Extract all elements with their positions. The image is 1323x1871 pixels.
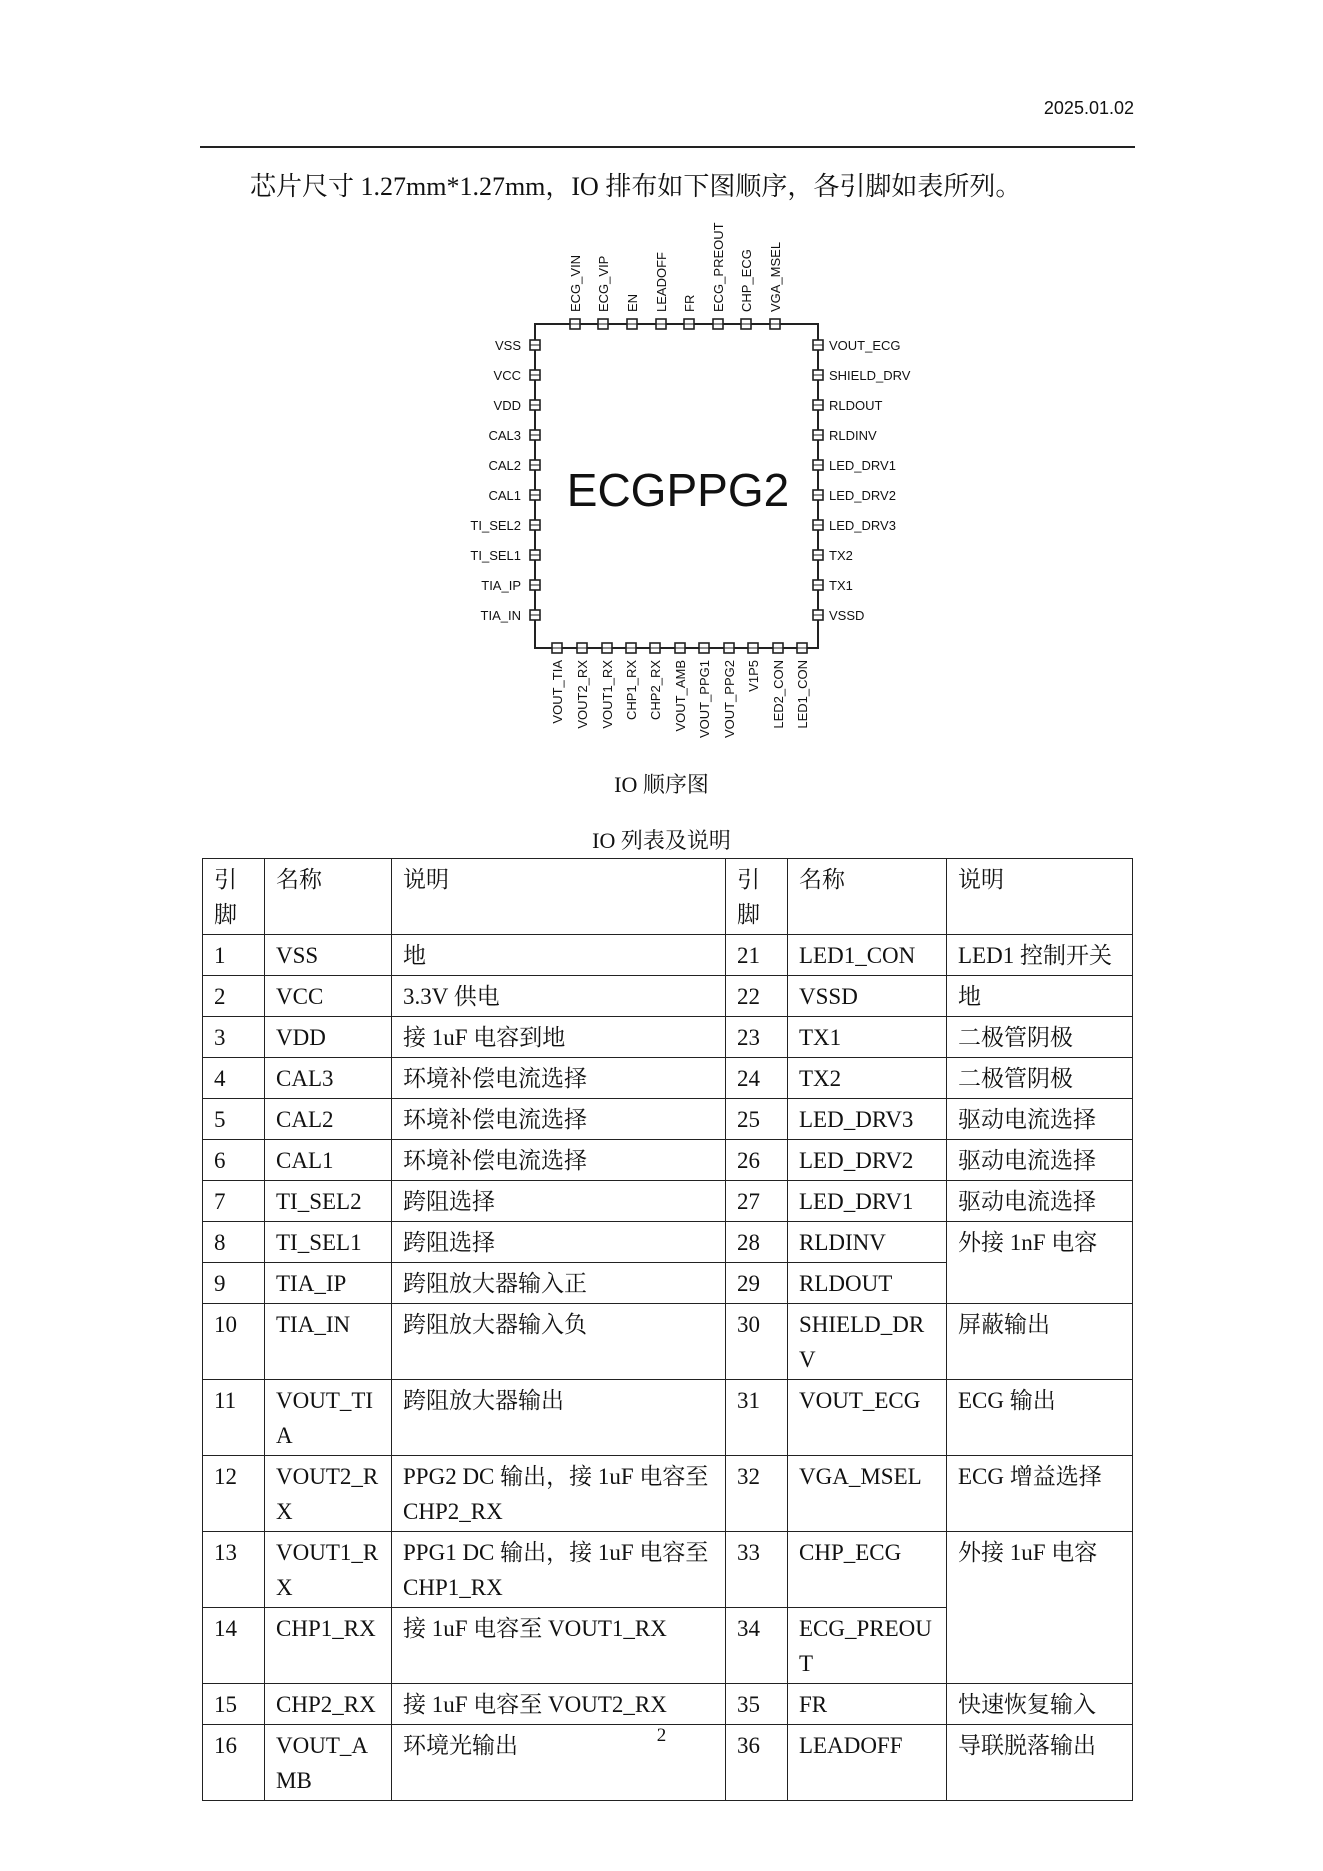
pin-number-cell: 22 [726,976,788,1017]
pin-label-left: CAL2 [488,458,521,473]
pin-number-cell: 15 [203,1684,265,1725]
pin-name-cell: VOUT2_RX [265,1456,392,1532]
pin-number-cell: 5 [203,1099,265,1140]
pin-name-cell: CAL3 [265,1058,392,1099]
pin-label-bottom: V1P5 [746,660,761,692]
pin-desc-cell: 驱动电流选择 [947,1099,1133,1140]
pin-name-cell: RLDOUT [788,1263,947,1304]
table-row [203,1684,1133,1725]
pin-number-cell: 7 [203,1181,265,1222]
pin-name-cell: VDD [265,1017,392,1058]
pin-name-cell: CAL2 [265,1099,392,1140]
pin-number-cell: 16 [203,1725,265,1801]
pin-name-cell: TX1 [788,1017,947,1058]
pin-name-cell: LED_DRV2 [788,1140,947,1181]
pin-desc-cell: 二极管阴极 [947,1017,1133,1058]
pin-name-cell: TI_SEL2 [265,1181,392,1222]
pin-label-bottom: VOUT_PPG2 [722,660,737,739]
pin-number-cell: 12 [203,1456,265,1532]
pin-name-cell: CHP1_RX [265,1608,392,1684]
pin-desc-cell: 跨阻选择 [392,1181,726,1222]
pin-label-right: LED_DRV3 [829,518,896,533]
pin-name-cell: CHP_ECG [788,1532,947,1608]
chip-name: ECGPPG2 [566,464,790,516]
pin-label-left: TI_SEL1 [470,548,521,563]
pin-name-cell: RLDINV [788,1222,947,1263]
table-row [203,1140,1133,1181]
pin-label-right: TX2 [829,548,853,563]
pin-name-cell: VSSD [788,976,947,1017]
page-number: 2 [656,1725,667,1746]
pin-number-cell: 34 [726,1608,788,1684]
pin-name-cell: VGA_MSEL [788,1456,947,1532]
pin-label-top: EN [625,293,640,312]
pin-number-cell: 29 [726,1263,788,1304]
pin-label-left: TI_SEL2 [470,518,521,533]
pin-desc-cell: 跨阻选择 [392,1222,726,1263]
pin-label-right: TX1 [829,578,853,593]
table-row [203,1532,1133,1608]
pin-desc-cell: 接 1uF 电容至 VOUT1_RX [392,1608,726,1684]
table-row [203,1017,1133,1058]
pin-name-cell: VOUT_TIA [265,1380,392,1456]
pin-desc-cell: 接 1uF 电容到地 [392,1017,726,1058]
pin-name-cell: LEADOFF [788,1725,947,1801]
pin-name-cell: VOUT1_RX [265,1532,392,1608]
pin-label-bottom: LED2_CON [771,660,786,729]
io-table [202,858,1133,1801]
pin-label-left: CAL1 [488,488,521,503]
pin-desc-cell: LED1 控制开关 [947,935,1133,976]
pin-number-cell: 8 [203,1222,265,1263]
pin-desc-cell: 接 1uF 电容至 VOUT2_RX [392,1684,726,1725]
pin-number-cell: 36 [726,1725,788,1801]
pin-label-bottom: CHP1_RX [624,660,639,720]
header-desc: 说明 [392,859,726,935]
pin-name-cell: TIA_IP [265,1263,392,1304]
pin-label-right: VOUT_ECG [829,338,901,353]
header-desc: 说明 [947,859,1133,935]
pin-label-top: VGA_MSEL [768,241,783,312]
pin-label-bottom: VOUT_TIA [550,660,565,724]
pin-number-cell: 28 [726,1222,788,1263]
table-row [203,1222,1133,1263]
pin-label-left: TIA_IN [480,608,521,623]
pin-label-left: VSS [494,338,521,353]
pin-label-top: LEADOFF [654,252,669,312]
pin-name-cell: LED_DRV3 [788,1099,947,1140]
pin-name-cell: ECG_PREOUT [788,1608,947,1684]
pin-desc-cell: 外接 1uF 电容 [947,1532,1133,1684]
pin-desc-cell: ECG 输出 [947,1380,1133,1456]
pin-desc-cell: PPG2 DC 输出，接 1uF 电容至 CHP2_RX [392,1456,726,1532]
pin-desc-cell: 二极管阴极 [947,1058,1133,1099]
pin-number-cell: 2 [203,976,265,1017]
pin-label-right: LED_DRV2 [829,488,896,503]
pin-number-cell: 31 [726,1380,788,1456]
pin-desc-cell: 外接 1nF 电容 [947,1222,1133,1304]
pin-desc-cell: 环境补偿电流选择 [392,1140,726,1181]
pin-name-cell: FR [788,1684,947,1725]
table-row [203,1456,1133,1532]
pin-label-left: TIA_IP [481,578,521,593]
pin-number-cell: 25 [726,1099,788,1140]
pin-label-bottom: VOUT_PPG1 [697,660,712,739]
table-row [203,1058,1133,1099]
pin-name-cell: VOUT_AMB [265,1725,392,1801]
pin-name-cell: CAL1 [265,1140,392,1181]
pin-desc-cell: 跨阻放大器输出 [392,1380,726,1456]
pin-number-cell: 32 [726,1456,788,1532]
pin-name-cell: TI_SEL1 [265,1222,392,1263]
pin-desc-cell: 驱动电流选择 [947,1140,1133,1181]
pin-desc-cell: 3.3V 供电 [392,976,726,1017]
pin-name-cell: VCC [265,976,392,1017]
table-row [203,935,1133,976]
pin-number-cell: 9 [203,1263,265,1304]
pin-number-cell: 26 [726,1140,788,1181]
pin-number-cell: 27 [726,1181,788,1222]
pin-number-cell: 1 [203,935,265,976]
pin-desc-cell: PPG1 DC 输出，接 1uF 电容至 CHP1_RX [392,1532,726,1608]
header-pin: 引脚 [203,859,265,935]
pin-number-cell: 30 [726,1304,788,1380]
pin-desc-cell: 跨阻放大器输入正 [392,1263,726,1304]
header-name: 名称 [265,859,392,935]
pin-desc-cell: 快速恢复输入 [947,1684,1133,1725]
pin-label-top: ECG_VIP [596,255,611,312]
pin-label-bottom: VOUT_AMB [673,660,688,732]
diagram-caption: IO 顺序图 [614,772,709,797]
table-row [203,976,1133,1017]
pin-number-cell: 33 [726,1532,788,1608]
pin-desc-cell: 屏蔽输出 [947,1304,1133,1380]
pin-label-bottom: LED1_CON [795,660,810,729]
pin-desc-cell: 地 [947,976,1133,1017]
pin-label-bottom: VOUT2_RX [575,660,590,729]
table-caption: IO 列表及说明 [592,828,731,853]
pin-desc-cell: 环境补偿电流选择 [392,1058,726,1099]
pin-number-cell: 13 [203,1532,265,1608]
pin-name-cell: VOUT_ECG [788,1380,947,1456]
pin-name-cell: SHIELD_DRV [788,1304,947,1380]
pin-number-cell: 21 [726,935,788,976]
pin-label-top: ECG_VIN [568,254,583,312]
pin-desc-cell: 环境光输出 [392,1725,726,1801]
pin-label-right: RLDOUT [829,398,883,413]
pin-number-cell: 23 [726,1017,788,1058]
pin-number-cell: 14 [203,1608,265,1684]
pin-label-top: CHP_ECG [739,249,754,312]
pin-desc-cell: ECG 增益选择 [947,1456,1133,1532]
pin-desc-cell: 地 [392,935,726,976]
pin-label-left: CAL3 [488,428,521,443]
pin-number-cell: 10 [203,1304,265,1380]
pin-label-left: VDD [493,398,521,413]
pin-label-top: FR [682,294,697,312]
table-row [203,1099,1133,1140]
pin-number-cell: 4 [203,1058,265,1099]
pin-number-cell: 6 [203,1140,265,1181]
pin-label-bottom: CHP2_RX [648,660,663,720]
io-diagram [0,0,1323,760]
pin-label-right: LED_DRV1 [829,458,896,473]
pin-label-right: VSSD [829,608,865,623]
pin-number-cell: 35 [726,1684,788,1725]
table-row [203,1380,1133,1456]
pin-desc-cell: 驱动电流选择 [947,1181,1133,1222]
pin-number-cell: 3 [203,1017,265,1058]
pin-name-cell: LED1_CON [788,935,947,976]
pin-label-bottom: VOUT1_RX [600,660,615,729]
pin-label-right: RLDINV [829,428,877,443]
intro-text: 芯片尺寸 1.27mm*1.27mm，IO 排布如下图顺序，各引脚如表所列。 [250,172,1022,201]
pin-desc-cell: 跨阻放大器输入负 [392,1304,726,1380]
pin-name-cell: VSS [265,935,392,976]
pin-name-cell: CHP2_RX [265,1684,392,1725]
table-header-row [203,859,1133,935]
table-row [203,1181,1133,1222]
table-row [203,1304,1133,1380]
pin-desc-cell: 环境补偿电流选择 [392,1099,726,1140]
header-date: 2025.01.02 [1043,98,1134,118]
pin-name-cell: TX2 [788,1058,947,1099]
pin-label-top: ECG_PREOUT [711,222,726,312]
pin-desc-cell: 导联脱落输出 [947,1725,1133,1801]
pin-label-left: VCC [493,368,521,383]
header-name: 名称 [788,859,947,935]
pin-name-cell: LED_DRV1 [788,1181,947,1222]
pin-label-right: SHIELD_DRV [829,368,911,383]
header-pin: 引脚 [726,859,788,935]
pin-name-cell: TIA_IN [265,1304,392,1380]
pin-number-cell: 11 [203,1380,265,1456]
pin-number-cell: 24 [726,1058,788,1099]
